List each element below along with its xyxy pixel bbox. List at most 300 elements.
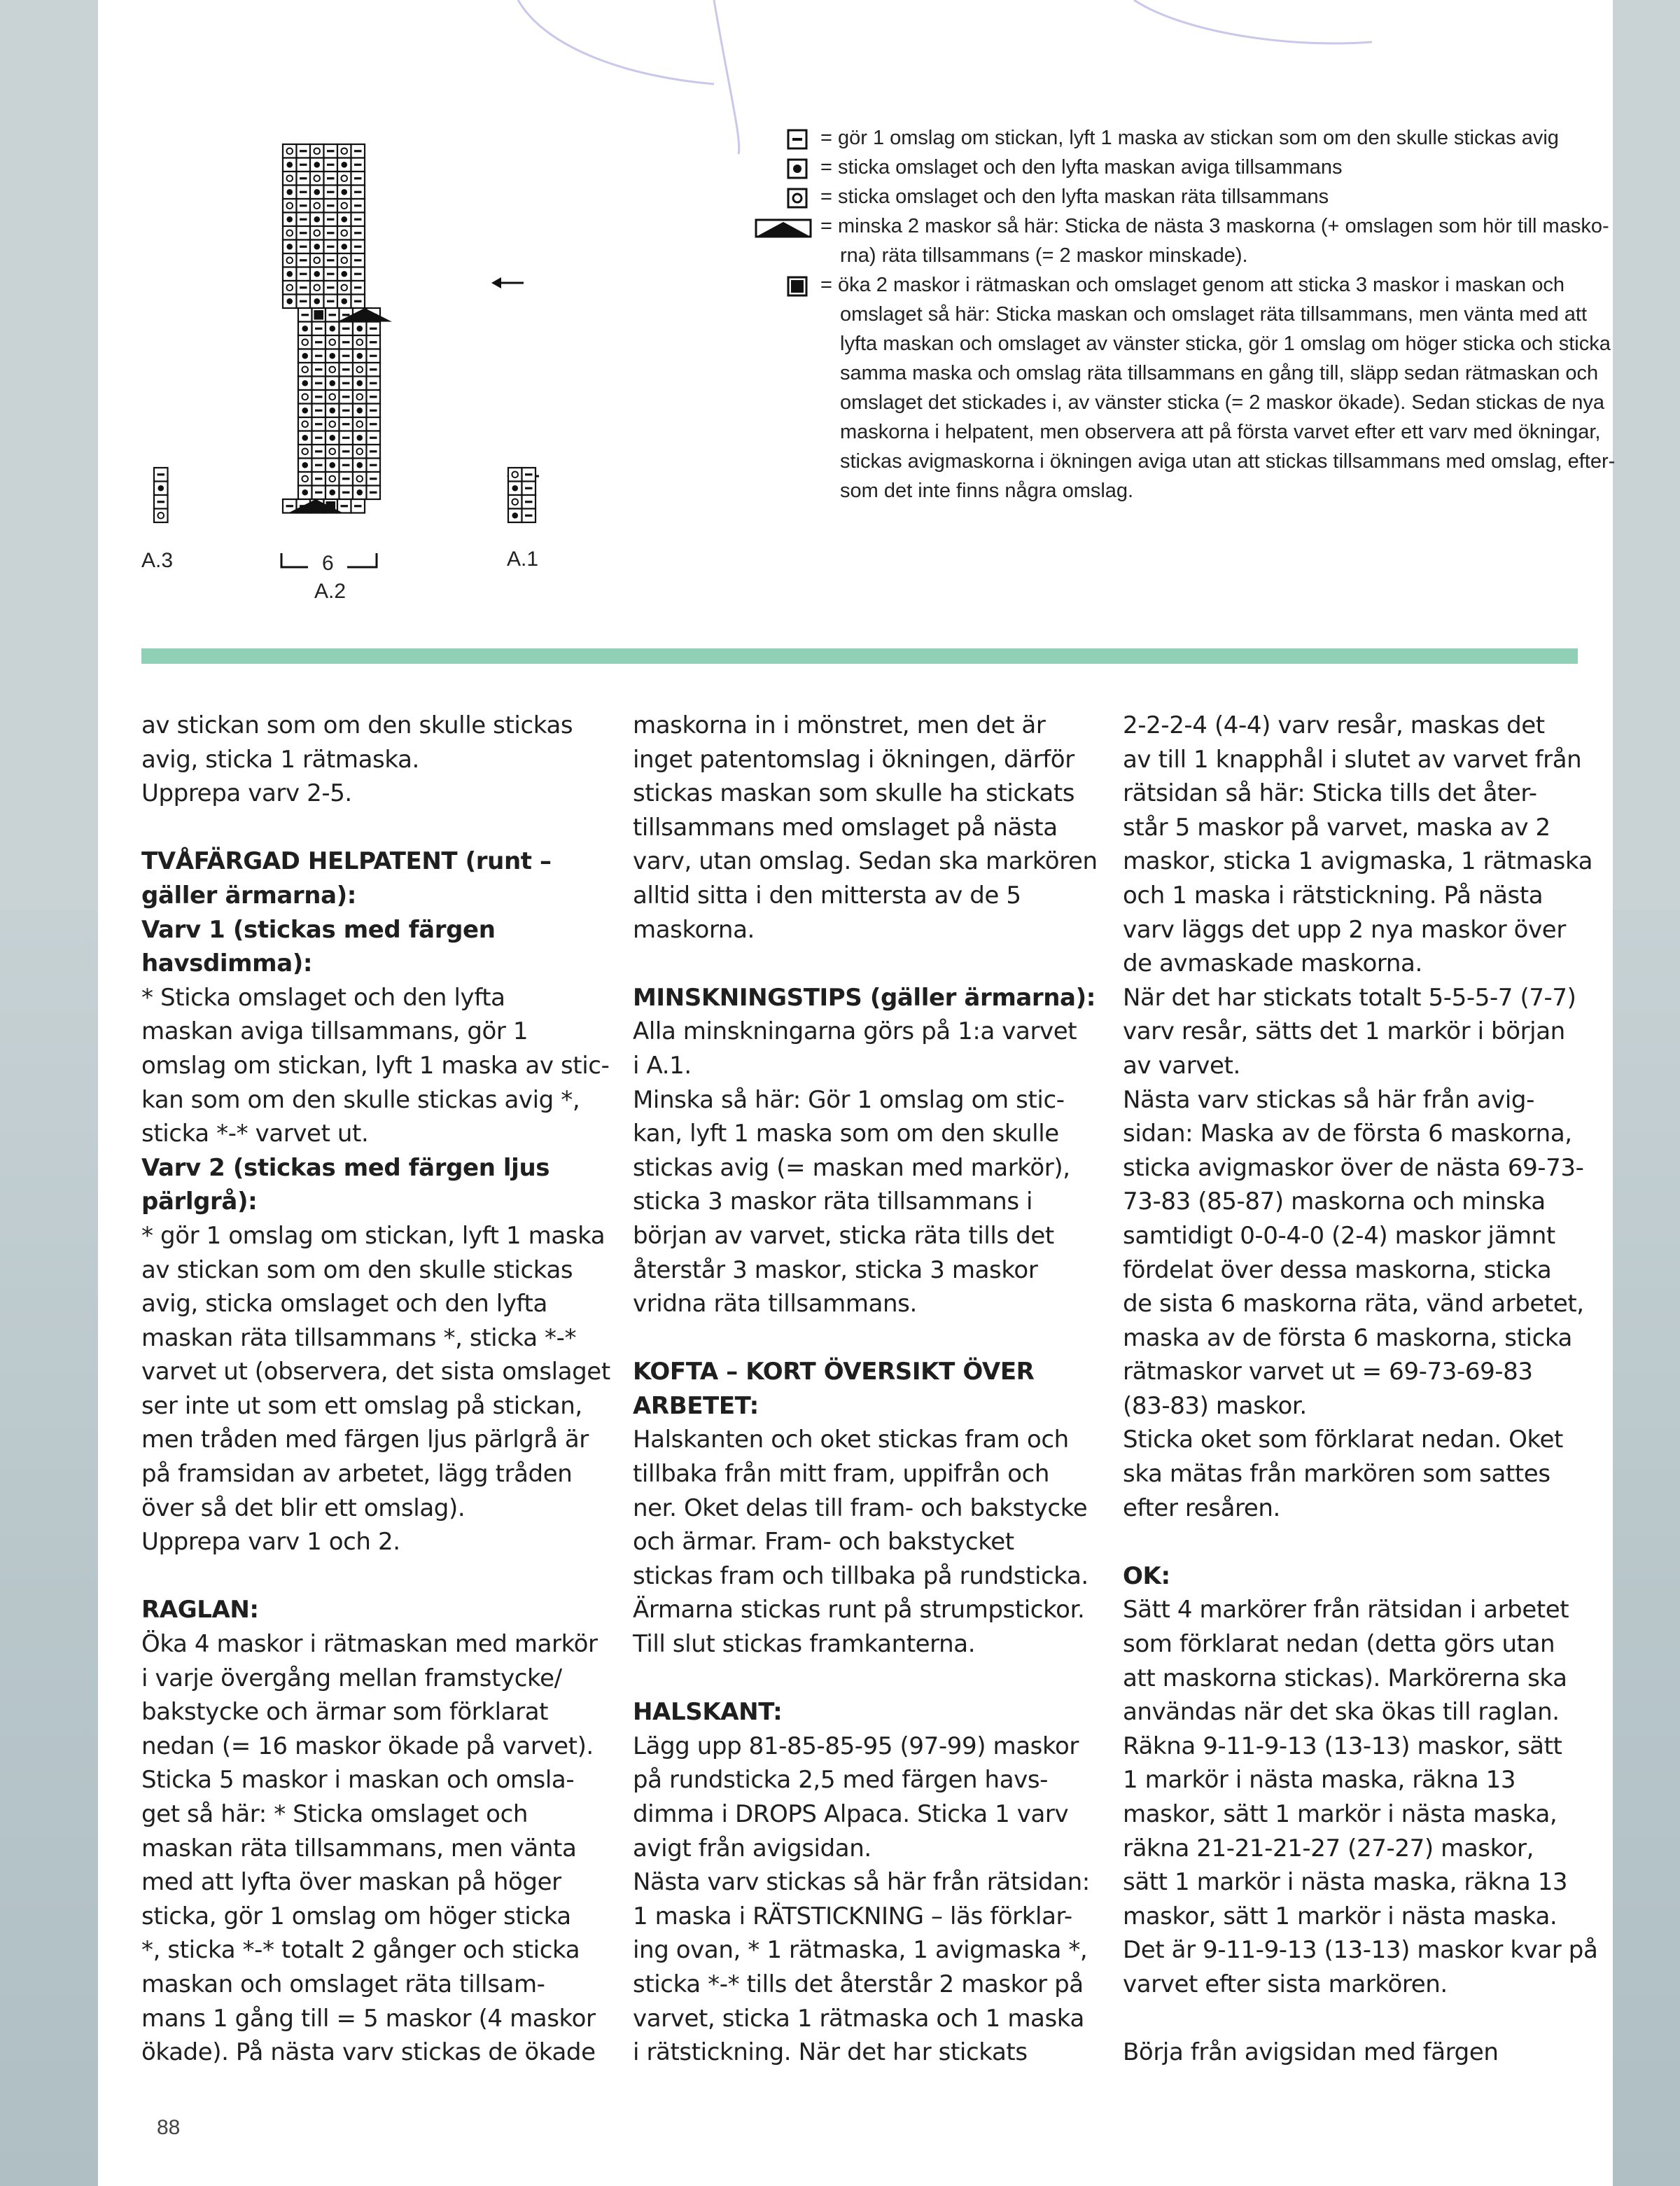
chart-cell: [353, 417, 367, 431]
body-text-line: varvet efter sista markören.: [1123, 1970, 1448, 1998]
row-arrow-head: [491, 277, 501, 288]
dash-symbol: [315, 478, 323, 480]
dot-symbol: [341, 298, 347, 305]
dot-symbol: [302, 353, 308, 359]
dash-symbol: [354, 164, 362, 166]
chart-cell: [337, 199, 351, 213]
dash-symbol: [370, 423, 377, 425]
dot-symbol: [341, 271, 347, 277]
body-text-line: efter resåren.: [1123, 1494, 1280, 1522]
legend-line: lyfta maskan och omslaget av vänster sticka, gör 1 omslag om höger sticka och sticka: [840, 333, 1611, 355]
body-text-line: på rundsticka 2,5 med färgen havs-: [633, 1766, 1049, 1795]
body-text-line: vridna räta tillsammans.: [633, 1290, 917, 1318]
body-text-line: med att lyfta över maskan på höger: [141, 1868, 561, 1897]
body-text-line: ser inte ut som ett omslag på stickan,: [141, 1391, 582, 1420]
body-text-line: bakstycke och ärmar som förklarat: [141, 1698, 549, 1727]
chart-cell: [298, 363, 312, 377]
chart-cell: [353, 445, 367, 459]
body-text-line: varvet ut (observera, det sista omslaget: [141, 1358, 610, 1386]
body-text-line: (83-83) maskor.: [1123, 1391, 1307, 1420]
dash-symbol: [342, 478, 350, 480]
body-text-line: stickas fram och tillbaka på rundsticka.: [633, 1561, 1088, 1590]
dash-symbol: [300, 204, 307, 207]
chart-label-a2: A.2: [314, 580, 346, 603]
body-text-line: sätt 1 markör i nästa maska, räkna 13: [1123, 1868, 1568, 1897]
section-divider: [141, 648, 1578, 664]
chart-cell: [283, 281, 297, 295]
dot-symbol: [356, 462, 363, 468]
dot-symbol: [329, 462, 335, 468]
dot-symbol: [158, 485, 164, 492]
dash-symbol: [354, 204, 362, 207]
body-text-line: tillsammans med omslaget på nästa: [633, 813, 1058, 842]
body-text-line: maskan och omslaget räta tillsam-: [141, 1970, 545, 1998]
body-text-line: men tråden med färgen ljus pärlgrå är: [141, 1426, 589, 1454]
dash-symbol: [315, 328, 323, 330]
dash-symbol: [315, 382, 323, 384]
chart-cell: [298, 390, 312, 404]
body-text-line: sticka 3 maskor räta tillsammans i: [633, 1188, 1033, 1216]
dash-symbol: [327, 150, 335, 152]
chart-cell: [337, 226, 351, 240]
chart-legend: [679, 123, 1680, 506]
legend-item-5: [679, 270, 1680, 506]
body-text-line: av varvet.: [1123, 1051, 1240, 1080]
dot-symbol: [341, 216, 347, 223]
symbol-box-dot-icon: [679, 158, 826, 181]
chart-label-a1: A.1: [507, 548, 539, 571]
section-heading-line: ARBETET:: [633, 1391, 759, 1420]
legend-item-4: [679, 211, 1680, 270]
body-text-line: get så här: * Sticka omslaget och: [141, 1800, 528, 1828]
legend-item-1: [679, 123, 1680, 153]
body-text-line: 1 maska i RÄTSTICKNING – läs förklar-: [633, 1902, 1072, 1930]
body-text-line: över så det blir ett omslag).: [141, 1494, 465, 1522]
body-text-line: fördelat över dessa maskorna, sticka: [1123, 1255, 1552, 1284]
body-text-line: Halskanten och oket stickas fram och: [633, 1426, 1069, 1454]
body-text-line: stickas maskan som skulle ha stickats: [633, 779, 1075, 808]
dot-symbol: [286, 244, 293, 250]
body-text-line: att maskorna stickas). Markörerna ska: [1123, 1664, 1567, 1692]
dash-symbol: [300, 164, 307, 166]
body-text-line: alltid sitta i den mittersta av de 5: [633, 881, 1021, 910]
dash-symbol: [158, 501, 165, 503]
dash-symbol: [342, 396, 350, 398]
chart-cell: [508, 495, 522, 509]
dash-symbol: [370, 437, 377, 439]
body-text-line: och 1 maska i rätstickning. På nästa: [1123, 881, 1544, 910]
chart-cell: [310, 199, 324, 213]
body-text-line: maskan aviga tillsammans, gör 1: [141, 1017, 528, 1046]
dot-symbol: [286, 216, 293, 223]
body-text-line: mans 1 gång till = 5 maskor (4 maskor: [141, 2004, 596, 2033]
symbol-box-dash-icon: [679, 128, 826, 152]
body-text-line: kan som om den skulle stickas avig *,: [141, 1085, 580, 1114]
chart-cell: [298, 335, 312, 349]
body-text-line: rätmaskor varvet ut = 69-73-69-83: [1123, 1358, 1533, 1386]
dot-symbol: [329, 353, 335, 359]
document-page: [98, 0, 1616, 2186]
dash-symbol: [525, 487, 533, 489]
section-heading-line: Varv 1 (stickas med färgen: [141, 915, 496, 944]
chart-cell: [326, 363, 340, 377]
body-text-line: inget patentomslag i ökningen, därför: [633, 745, 1074, 774]
body-text-line: maskorna.: [633, 915, 755, 944]
dash-symbol: [354, 505, 362, 507]
body-text-line: Minska så här: Gör 1 omslag om stic-: [633, 1085, 1065, 1114]
legend-line: = sticka omslaget och den lyfta maskan aviga tillsammans: [820, 156, 1343, 179]
body-text-line: Nästa varv stickas så här från rätsidan:: [633, 1868, 1090, 1897]
dash-symbol: [370, 368, 377, 370]
dot-symbol: [356, 326, 363, 332]
dash-symbol: [525, 473, 533, 475]
body-text-line: återstår 3 maskor, sticka 3 maskor: [633, 1255, 1038, 1284]
body-text-line: som förklarat nedan (detta görs utan: [1123, 1630, 1555, 1659]
dash-symbol: [315, 464, 323, 466]
section-heading-line: pärlgrå):: [141, 1188, 258, 1216]
body-text-line: sticka *-* varvet ut.: [141, 1120, 369, 1148]
legend-line: samma maska och omslag räta tillsammans en gång till, släpp sedan rätmaskan och: [840, 362, 1599, 384]
body-text-line: 2-2-2-4 (4-4) varv resår, maskas det: [1123, 711, 1545, 739]
dot-symbol: [302, 435, 308, 441]
dot-symbol: [314, 162, 320, 168]
legend-item-3: [679, 182, 1680, 211]
chart-cell: [337, 253, 351, 267]
chart-cell: [310, 172, 324, 186]
body-text-line: Sätt 4 markörer från rätsidan i arbetet: [1123, 1596, 1569, 1624]
dash-symbol: [300, 218, 307, 221]
dash-symbol: [327, 246, 335, 248]
legend-line: = gör 1 omslag om stickan, lyft 1 maska av stickan som om den skulle stickas avig: [820, 127, 1559, 149]
section-heading-line: Varv 2 (stickas med färgen ljus: [141, 1153, 550, 1182]
dash-symbol: [342, 382, 350, 384]
chart-width-label: 6: [322, 552, 334, 575]
dot-symbol: [341, 244, 347, 250]
text-column-3: [1123, 709, 1598, 2070]
body-text-line: av stickan som om den skulle stickas: [141, 1255, 573, 1284]
text-column-1: [141, 709, 610, 2070]
chart-cell: [353, 335, 367, 349]
dot-symbol: [356, 353, 363, 359]
dot-symbol: [286, 271, 293, 277]
dash-symbol: [370, 355, 377, 357]
dot-symbol: [341, 162, 347, 168]
dash-symbol: [342, 341, 350, 343]
dash-symbol: [354, 273, 362, 275]
dot-symbol: [314, 189, 320, 195]
dash-symbol: [315, 410, 323, 412]
chart-cell: [283, 226, 297, 240]
legend-line: rna) räta tillsammans (= 2 maskor minskade).: [840, 244, 1248, 267]
chart-cell: [326, 390, 340, 404]
body-text-line: Upprepa varv 2-5.: [141, 779, 352, 808]
body-text-line: varvet, sticka 1 rätmaska och 1 maska: [633, 2004, 1084, 2033]
dash-symbol: [354, 191, 362, 193]
dash-symbol: [370, 464, 377, 466]
body-text-line: *, sticka *-* totalt 2 gånger och sticka: [141, 1936, 580, 1965]
paragraph-gap: [1123, 1525, 1585, 1559]
body-text-line: tillbaka från mitt fram, uppifrån och: [633, 1460, 1050, 1489]
body-text-line: Öka 4 maskor i rätmaskan med markör: [141, 1630, 598, 1659]
body-text-line: Sticka 5 maskor i maskan och omsla-: [141, 1766, 575, 1795]
dot-symbol: [302, 408, 308, 414]
body-text-line: sticka *-* tills det återstår 2 maskor på: [633, 1970, 1084, 1998]
legend-line: omslaget det stickades i, av vänster sticka (= 2 maskor ökade). Sedan stickas de nya: [840, 391, 1605, 414]
paragraph-gap: [633, 947, 1095, 981]
dash-symbol: [158, 473, 165, 475]
chart-cell: [283, 172, 297, 186]
chart-cell: [154, 509, 168, 523]
dot-symbol: [329, 380, 335, 387]
dash-symbol: [327, 300, 335, 302]
body-text-line: Det är 9-11-9-13 (13-13) maskor kvar på: [1123, 1936, 1598, 1965]
dot-symbol: [356, 408, 363, 414]
width-bracket: [347, 553, 377, 567]
body-text-line: * gör 1 omslag om stickan, lyft 1 maska: [141, 1221, 606, 1250]
page-number: 88: [157, 2116, 181, 2139]
dash-symbol: [300, 232, 307, 234]
dot-symbol: [314, 244, 320, 250]
dash-symbol: [370, 450, 377, 452]
dot-symbol: [286, 189, 293, 195]
chart-cell: [298, 472, 312, 486]
body-text-line: * Sticka omslaget och den lyfta: [141, 983, 505, 1012]
dash-symbol: [341, 505, 349, 507]
body-text-line: sticka avigmaskor över de nästa 69-73-: [1123, 1153, 1584, 1182]
paragraph-gap: [141, 1559, 603, 1594]
body-text-line: stickas avig (= maskan med markör),: [633, 1153, 1070, 1182]
body-text-line: Ärmarna stickas runt på strumpstickor.: [633, 1596, 1085, 1624]
paragraph-gap: [141, 811, 603, 845]
body-text-line: avig, sticka omslaget och den lyfta: [141, 1290, 547, 1318]
dash-symbol: [327, 164, 335, 166]
dot-symbol: [356, 435, 363, 441]
body-text-line: på framsidan av arbetet, lägg tråden: [141, 1460, 573, 1489]
symbol-decrease-triangle-icon: [679, 216, 826, 240]
body-text-line: Räkna 9-11-9-13 (13-13) maskor, sätt: [1123, 1732, 1562, 1760]
chart-cell: [326, 445, 340, 459]
chart-cell: [298, 417, 312, 431]
paragraph-gap: [633, 1321, 1095, 1356]
chart-label-a3: A.3: [141, 549, 174, 572]
dash-symbol: [300, 177, 307, 179]
section-heading-line: TVÅFÄRGAD HELPATENT (runt –: [141, 847, 552, 876]
symbol-box-circle-icon: [679, 187, 826, 211]
legend-item-2: [679, 153, 1680, 182]
dash-symbol: [342, 314, 350, 316]
dash-symbol: [327, 177, 335, 179]
legend-line: maskorna i helpatent, men observera att på första varvet efter ett varv med ökningar,: [840, 421, 1601, 443]
chart-cell: [326, 335, 340, 349]
chart-cell: [298, 445, 312, 459]
chart-cell: [337, 281, 351, 295]
dot-symbol: [512, 513, 518, 519]
chart-cell: [353, 363, 367, 377]
body-text-line: 73-83 (85-87) maskorna och minska: [1123, 1188, 1546, 1216]
chart-cell: [337, 144, 351, 158]
dot-symbol: [302, 380, 308, 387]
body-text-line: omslag om stickan, lyft 1 maska av stic-: [141, 1051, 610, 1080]
body-text-line: i varje övergång mellan framstycke/: [141, 1664, 562, 1692]
chart-cell: [508, 468, 522, 482]
dash-symbol: [370, 328, 377, 330]
dot-symbol: [329, 489, 335, 496]
body-text-line: nedan (= 16 maskor ökade på varvet).: [141, 1732, 594, 1760]
dash-symbol: [315, 341, 323, 343]
body-text-line: varv, utan omslag. Sedan ska markören: [633, 847, 1098, 876]
dash-symbol: [327, 218, 335, 221]
body-text-line: början av varvet, sticka räta tills det: [633, 1221, 1054, 1250]
section-heading-line: RAGLAN:: [141, 1596, 259, 1624]
body-text-line: Sticka oket som förklarat nedan. Oket: [1123, 1426, 1563, 1454]
body-text-line: kan, lyft 1 maska som om den skulle: [633, 1120, 1059, 1148]
dot-symbol: [329, 326, 335, 332]
dash-symbol: [315, 368, 323, 370]
body-text-line: Börja från avigsidan med färgen: [1123, 2038, 1499, 2067]
body-text-line: Nästa varv stickas så här från avig-: [1123, 1085, 1534, 1114]
section-heading-line: OK:: [1123, 1561, 1170, 1590]
dash-symbol: [525, 515, 533, 517]
chart-cell: [310, 144, 324, 158]
dash-symbol: [342, 423, 350, 425]
dash-symbol: [370, 492, 377, 494]
dot-symbol: [302, 326, 308, 332]
body-text-line: står 5 maskor på varvet, maska av 2: [1123, 813, 1550, 842]
legend-line: = öka 2 maskor i rätmaskan och omslaget genom att sticka 3 maskor i maskan och: [820, 274, 1564, 296]
body-text-line: ökade). På nästa varv stickas de ökade: [141, 2038, 596, 2067]
dash-symbol: [525, 501, 533, 503]
body-text-line: Alla minskningarna görs på 1:a varvet: [633, 1017, 1077, 1046]
dash-symbol: [354, 177, 362, 179]
dash-symbol: [300, 259, 307, 261]
dash-symbol: [354, 300, 362, 302]
dot-symbol: [314, 216, 320, 223]
dot-symbol: [341, 189, 347, 195]
width-bracket: [281, 553, 308, 567]
dash-symbol: [342, 492, 350, 494]
dash-symbol: [327, 232, 335, 234]
body-text-line: Lägg upp 81-85-85-95 (97-99) maskor: [633, 1732, 1079, 1760]
body-text-line: dimma i DROPS Alpaca. Sticka 1 varv: [633, 1800, 1069, 1828]
dash-symbol: [286, 505, 294, 507]
dot-symbol: [314, 298, 320, 305]
body-text-line: ner. Oket delas till fram- och bakstycke: [633, 1494, 1088, 1522]
legend-line: = minska 2 maskor så här: Sticka de nästa 3 maskorna (+ omslagen som hör till masko-: [820, 215, 1609, 237]
body-text-line: Till slut stickas framkanterna.: [633, 1630, 976, 1659]
dash-symbol: [370, 410, 377, 412]
body-text-line: av till 1 knapphål i slutet av varvet från: [1123, 745, 1582, 774]
body-text-line: av stickan som om den skulle stickas: [141, 711, 573, 739]
chart-cell: [283, 253, 297, 267]
section-heading-line: HALSKANT:: [633, 1698, 783, 1727]
dash-symbol: [354, 150, 362, 152]
dash-symbol: [302, 314, 309, 316]
body-text-line: Upprepa varv 1 och 2.: [141, 1528, 400, 1557]
body-text-line: varv läggs det upp 2 nya maskor över: [1123, 915, 1566, 944]
body-text-line: maskan räta tillsammans *, sticka *-*: [141, 1323, 577, 1352]
body-text-line: användas när det ska ökas till raglan.: [1123, 1698, 1560, 1727]
dash-symbol: [370, 478, 377, 480]
dash-symbol: [354, 259, 362, 261]
dash-symbol: [300, 191, 307, 193]
body-text-line: i A.1.: [633, 1051, 692, 1080]
dot-symbol: [512, 485, 518, 492]
body-text-line: maska av de första 6 maskorna, sticka: [1123, 1323, 1572, 1352]
dash-symbol: [342, 355, 350, 357]
dash-symbol: [342, 450, 350, 452]
dash-symbol: [354, 218, 362, 221]
dot-symbol: [356, 489, 363, 496]
body-text-line: de avmaskade maskorna.: [1123, 949, 1422, 978]
body-text-line: sidan: Maska av de första 6 maskorna,: [1123, 1120, 1572, 1148]
body-text-line: ska mätas från markören som sattes: [1123, 1460, 1550, 1489]
dash-symbol: [354, 232, 362, 234]
body-text-line: avigt från avigsidan.: [633, 1834, 872, 1863]
dash-symbol: [370, 341, 377, 343]
dash-symbol: [315, 492, 323, 494]
body-text-line: maskor, sätt 1 markör i nästa maska.: [1123, 1902, 1558, 1930]
legend-line: stickas avigmaskorna i ökningen aviga utan att stickas tillsammans med omslag, efter-: [840, 450, 1616, 473]
body-text-line: maskorna in i mönstret, men det är: [633, 711, 1046, 739]
dash-symbol: [300, 300, 307, 302]
chart-cell: [310, 281, 324, 295]
dash-symbol: [315, 437, 323, 439]
legend-line: = sticka omslaget och den lyfta maskan räta tillsammans: [820, 186, 1329, 208]
chart-cell: [283, 144, 297, 158]
dash-symbol: [315, 396, 323, 398]
paragraph-gap: [633, 1662, 1095, 1696]
dot-symbol: [286, 298, 293, 305]
dash-symbol: [354, 246, 362, 248]
body-text-line: varv resår, sätts det 1 markör i början: [1123, 1017, 1565, 1046]
dash-symbol: [327, 273, 335, 275]
chart-cell: [283, 199, 297, 213]
paragraph-gap: [1123, 2002, 1585, 2036]
dash-symbol: [327, 286, 335, 288]
body-text-line: rätsidan så här: Sticka tills det åter-: [1123, 779, 1537, 808]
dash-symbol: [329, 314, 337, 316]
dash-symbol: [315, 423, 323, 425]
dot-symbol: [329, 408, 335, 414]
dash-symbol: [315, 355, 323, 357]
chart-cell: [353, 390, 367, 404]
dash-symbol: [327, 191, 335, 193]
dot-symbol: [329, 435, 335, 441]
dot-symbol: [302, 462, 308, 468]
section-heading-line: gäller ärmarna):: [141, 881, 356, 910]
dot-symbol: [356, 380, 363, 387]
section-heading-line: KOFTA – KORT ÖVERSIKT ÖVER: [633, 1358, 1035, 1386]
chart-cell: [310, 253, 324, 267]
body-text-line: i rätstickning. När det har stickats: [633, 2038, 1028, 2067]
body-text-line: maskan räta tillsammans, men vänta: [141, 1834, 577, 1863]
filled-symbol: [314, 310, 324, 320]
dash-symbol: [370, 396, 377, 398]
body-text-line: sticka, gör 1 omslag om höger sticka: [141, 1902, 571, 1930]
body-text-line: de sista 6 maskorna räta, vänd arbetet,: [1123, 1290, 1584, 1318]
symbol-filled-square-icon: [679, 275, 826, 299]
dash-symbol: [300, 246, 307, 248]
chart-cell: [337, 172, 351, 186]
chart-cell: [353, 472, 367, 486]
text-column-2: [633, 709, 1098, 2070]
body-text-line: ing ovan, * 1 rätmaska, 1 avigmaska *,: [633, 1936, 1088, 1965]
dash-symbol: [342, 464, 350, 466]
section-heading-line: MINSKNINGSTIPS (gäller ärmarna):: [633, 983, 1096, 1012]
section-heading-line: havsdimma):: [141, 949, 313, 978]
dot-symbol: [314, 271, 320, 277]
dash-symbol: [300, 150, 307, 152]
